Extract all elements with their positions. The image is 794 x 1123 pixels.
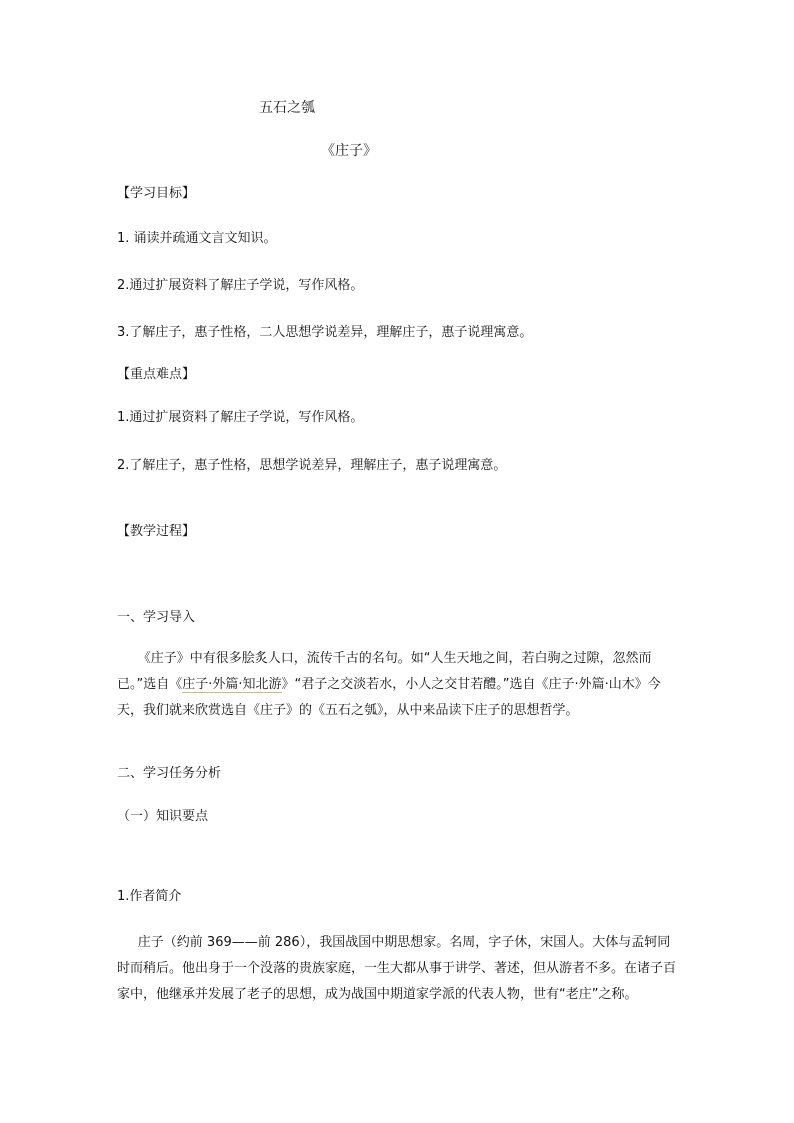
item1-heading: 1.作者简介 <box>117 889 182 904</box>
key-point-item-2: 2.了解庄子，惠子性格，思想学说差异，理解庄子，惠子说理寓意。 <box>117 458 507 473</box>
part1-heading: 一、学习导入 <box>117 610 196 625</box>
intro-underlined-source: 庄子·外篇·知北游 <box>182 677 282 692</box>
key-point-item-1: 1.通过扩展资料了解庄子学说，写作风格。 <box>117 410 364 425</box>
sub1-heading: （一）知识要点 <box>117 809 209 824</box>
key-points-heading: 【重点难点】 <box>117 367 196 382</box>
part2-heading: 二、学习任务分析 <box>117 766 222 781</box>
intro-text-before: 《庄子》中有很多脍炙人口，流传千古的名句。如“人生天地之间，若白驹之过隙，忽然而已。”选自《 <box>117 651 652 692</box>
document-author: 《庄子》 <box>321 143 377 159</box>
document-title: 五石之瓠 <box>259 100 315 116</box>
goal-item-3: 3.了解庄子，惠子性格，二人思想学说差异，理解庄子，惠子说理寓意。 <box>117 325 533 340</box>
goals-heading: 【学习目标】 <box>117 186 196 201</box>
goal-item-1: 1. 诵读并疏通文言文知识。 <box>117 231 277 246</box>
intro-text-after: 》“君子之交淡若水，小人之交甘若醴。”选自《庄子·外篇·山木》今天，我们就来欣赏选自《庄子》的《五石之瓠》，从中来品读下庄子的思想哲学。 <box>117 677 661 718</box>
goal-item-2: 2.通过扩展资料了解庄子学说，写作风格。 <box>117 278 364 293</box>
author-intro-paragraph: 庄子（约前 369——前 286），我国战国中期思想家。名周，字子休，宋国人。大体与孟轲同时而稍后。他出身于一个没落的贵族家庭，一生大都从事于讲学、著述，但从游者不多。在诸子百家中，他继承并发展了老子的思想，成为战国中期道家学派的代表人物，世有“老庄”之称。 <box>117 935 677 1002</box>
intro-paragraph <box>117 646 683 724</box>
process-heading: 【教学过程】 <box>117 524 196 539</box>
